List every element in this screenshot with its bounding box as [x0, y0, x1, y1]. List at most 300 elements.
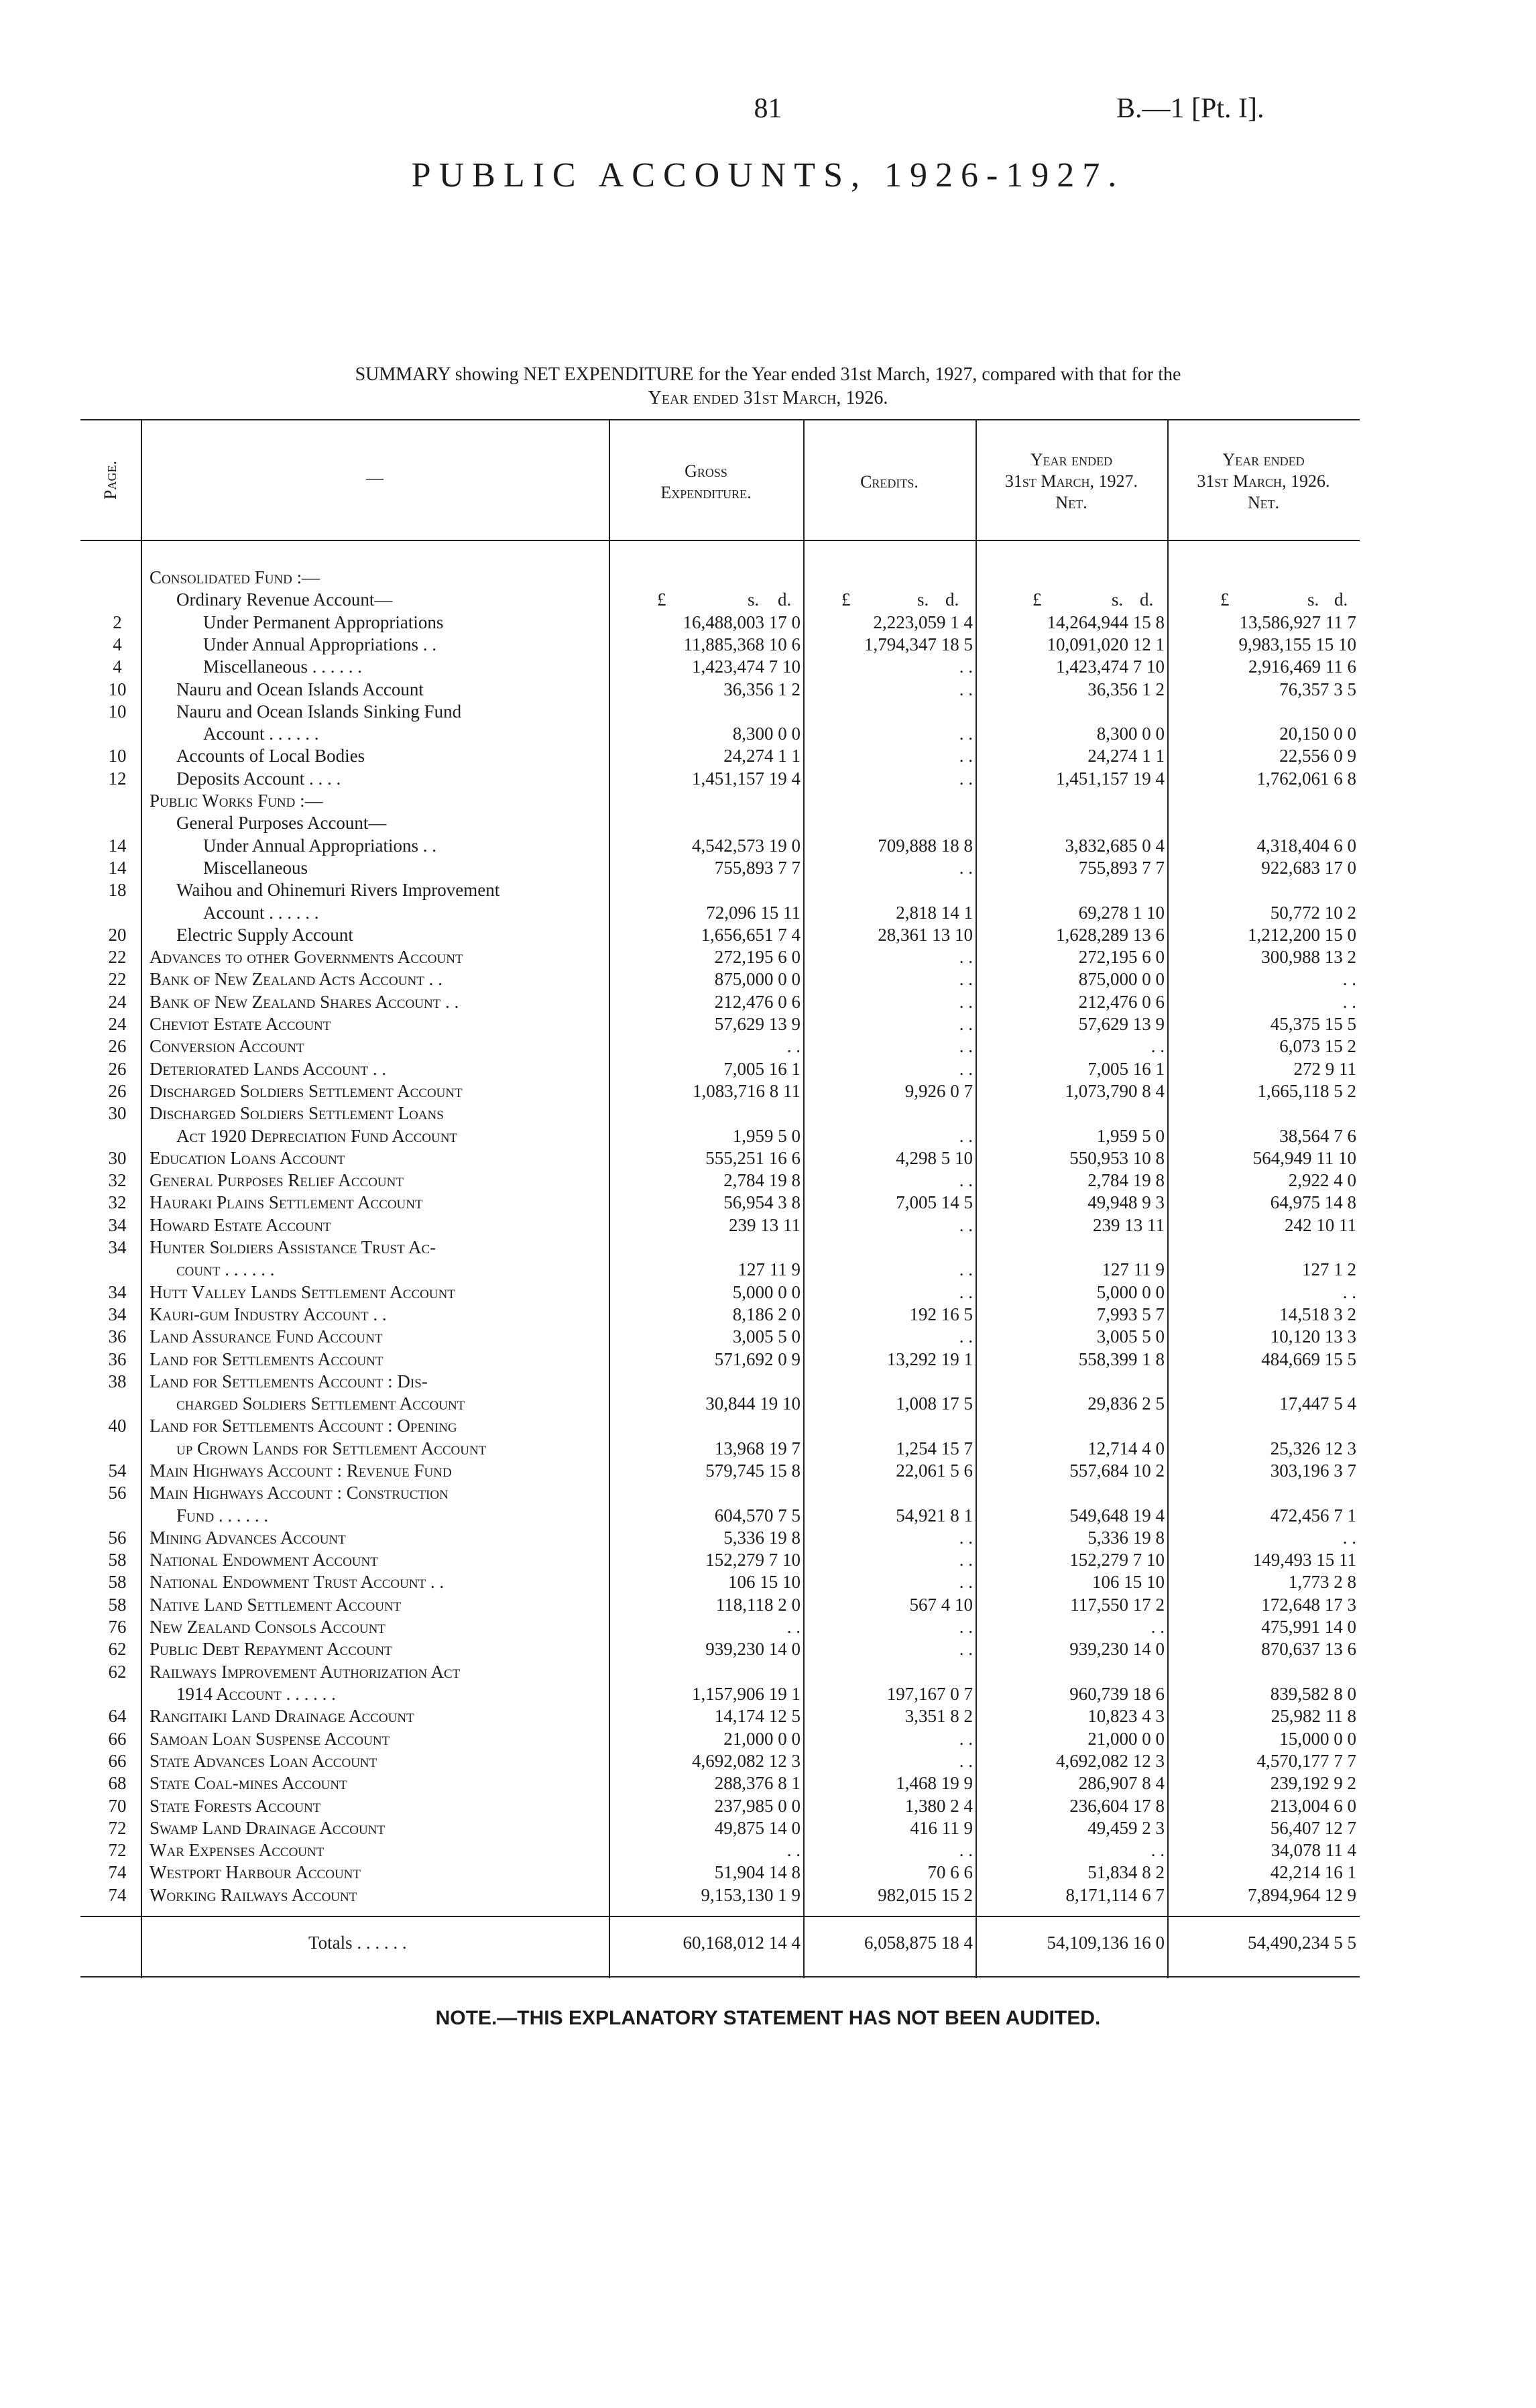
row-page-number: 4	[113, 634, 122, 654]
cell-net-1927: 152,279 7 10	[1069, 1550, 1165, 1570]
row-label: Miscellaneous . . . . . .	[203, 656, 362, 677]
audit-note: NOTE.—THIS EXPLANATORY STATEMENT HAS NOT BEEN AUDITED.	[435, 2007, 1101, 2029]
col-header-net-1926-l2: 31st March, 1926.	[1197, 471, 1330, 491]
cell-net-1927: 239 13 11	[1093, 1215, 1165, 1235]
row-page-number: 58	[108, 1550, 127, 1570]
row-page-number: 10	[108, 701, 127, 722]
cell-net-1926: 38,564 7 6	[1279, 1126, 1356, 1146]
row-label: Account . . . . . .	[203, 724, 319, 744]
table-row	[80, 1080, 1360, 1102]
cell-net-1926: 922,683 17 0	[1261, 858, 1356, 878]
col-header-page	[80, 453, 141, 506]
row-label: New Zealand Consols Account	[150, 1617, 386, 1637]
cell-net-1926: 1,773 2 8	[1288, 1572, 1356, 1592]
row-label: Railways Improvement Authorization Act	[150, 1662, 461, 1682]
table-row	[80, 902, 1360, 924]
row-page-number: 38	[108, 1371, 127, 1391]
row-label: Land for Settlements Account : Dis-	[150, 1371, 428, 1391]
row-label: Nauru and Ocean Islands Sinking Fund	[176, 701, 462, 722]
table-row	[80, 1638, 1360, 1660]
row-page-number: 26	[108, 1036, 127, 1056]
table-row	[80, 1817, 1360, 1839]
cell-net-1927: 1,451,157 19 4	[1056, 768, 1165, 789]
cell-credits: 7,005 14 5	[896, 1192, 973, 1212]
row-page-number: 20	[108, 925, 127, 945]
cell-gross: 11,885,368 10 6	[683, 634, 801, 654]
row-page-number: 56	[108, 1528, 127, 1548]
row-label: Account . . . . . .	[203, 903, 319, 923]
cell-credits: 197,167 0 7	[886, 1684, 973, 1704]
cell-net-1926: . .	[1342, 1528, 1356, 1548]
table-row	[80, 991, 1360, 1013]
cell-net-1927: 3,832,685 0 4	[1065, 836, 1165, 856]
cell-gross: 1,083,716 8 11	[693, 1081, 801, 1101]
row-label: Swamp Land Drainage Account	[150, 1818, 386, 1838]
cell-gross: 4,692,082 12 3	[692, 1751, 801, 1771]
cell-net-1926: 45,375 15 5	[1270, 1014, 1356, 1034]
table-row	[80, 1371, 1360, 1393]
row-page-number: 72	[108, 1840, 127, 1860]
row-label: count . . . . . .	[176, 1259, 275, 1279]
cell-net-1927: 236,604 17 8	[1069, 1796, 1165, 1816]
table-row	[80, 879, 1360, 901]
cell-net-1926: 1,212,200 15 0	[1248, 925, 1356, 945]
col-header-description: —	[366, 468, 383, 488]
row-label: Land Assurance Fund Account	[150, 1326, 383, 1346]
totals-net-1927: 54,109,136 16 0	[1047, 1933, 1165, 1953]
row-page-number: 24	[108, 1014, 127, 1034]
cell-net-1926: 15,000 0 0	[1279, 1729, 1356, 1749]
row-page-number: 30	[108, 1148, 127, 1168]
cell-net-1927: 69,278 1 10	[1078, 903, 1165, 923]
row-page-number: 62	[108, 1639, 127, 1659]
col-header-gross-l2: Expenditure.	[660, 483, 752, 502]
table-row	[80, 1058, 1360, 1080]
cell-net-1926: 127 1 2	[1302, 1259, 1356, 1279]
cell-net-1926: 303,196 3 7	[1270, 1460, 1356, 1481]
unit-label: s.	[748, 589, 760, 610]
row-label: Miscellaneous	[203, 858, 308, 878]
table-row	[80, 1326, 1360, 1348]
row-label: Accounts of Local Bodies	[176, 746, 365, 766]
row-page-number: 68	[108, 1773, 127, 1793]
table-row	[80, 1795, 1360, 1817]
table-row	[80, 1594, 1360, 1616]
row-label: State Advances Loan Account	[150, 1751, 377, 1771]
row-page-number: 2	[113, 612, 122, 632]
cell-gross: 1,656,651 7 4	[701, 925, 801, 945]
row-page-number: 62	[108, 1662, 127, 1682]
row-label: Deteriorated Lands Account . .	[150, 1059, 387, 1079]
table-row	[80, 1349, 1360, 1371]
unit-label: s.	[1112, 589, 1124, 610]
cell-net-1926: 1,762,061 6 8	[1256, 768, 1356, 789]
cell-gross: 272,195 6 0	[714, 947, 801, 967]
totals-row	[80, 1932, 1360, 1954]
row-label: Main Highways Account : Revenue Fund	[150, 1460, 452, 1481]
cell-credits: 2,223,059 1 4	[873, 612, 973, 632]
cell-net-1927: 550,953 10 8	[1069, 1148, 1165, 1168]
table-row	[80, 857, 1360, 879]
cell-net-1927: 2,784 19 8	[1087, 1170, 1165, 1190]
cell-net-1927: 29,836 2 5	[1087, 1393, 1165, 1414]
cell-net-1926: 839,582 8 0	[1270, 1684, 1356, 1704]
cell-credits: . .	[959, 1014, 973, 1034]
row-label: Mining Advances Account	[150, 1528, 346, 1548]
cell-gross: 7,005 16 1	[723, 1059, 801, 1079]
row-label: Native Land Settlement Account	[150, 1595, 402, 1615]
row-page-number: 14	[108, 836, 127, 856]
col-header-net-1926	[1167, 449, 1360, 514]
cell-credits: 709,888 18 8	[878, 836, 973, 856]
row-label: Discharged Soldiers Settlement Loans	[150, 1103, 444, 1123]
cell-net-1926: 34,078 11 4	[1271, 1840, 1356, 1860]
table-row	[80, 634, 1360, 656]
cell-credits: . .	[959, 1126, 973, 1146]
row-label: General Purposes Relief Account	[150, 1170, 404, 1190]
cell-gross: 21,000 0 0	[723, 1729, 801, 1749]
cell-credits: 416 11 9	[910, 1818, 973, 1838]
table-row	[80, 1169, 1360, 1192]
table-row	[80, 1616, 1360, 1638]
cell-credits: 1,468 19 9	[896, 1773, 973, 1793]
col-header-net-1927	[976, 449, 1167, 514]
cell-credits: . .	[959, 768, 973, 789]
row-label: National Endowment Account	[150, 1550, 378, 1570]
cell-net-1926: 22,556 0 9	[1279, 746, 1356, 766]
cell-credits: . .	[959, 1751, 973, 1771]
col-header-gross	[609, 461, 803, 504]
summary-subtitle-date: Year ended 31st March, 1926.	[648, 388, 888, 408]
cell-gross: 1,423,474 7 10	[692, 656, 801, 677]
row-page-number: 4	[113, 656, 122, 677]
cell-credits: . .	[959, 1617, 973, 1637]
cell-gross: 30,844 19 10	[705, 1393, 801, 1414]
cell-net-1927: 1,628,289 13 6	[1056, 925, 1165, 945]
table-row	[80, 1683, 1360, 1705]
table-row	[80, 1259, 1360, 1281]
row-label: Working Railways Account	[150, 1885, 357, 1905]
cell-gross: 118,118 2 0	[715, 1595, 801, 1615]
cell-credits: 1,254 15 7	[896, 1438, 973, 1458]
cell-net-1926: 64,975 14 8	[1270, 1192, 1356, 1212]
cell-gross: 237,985 0 0	[714, 1796, 801, 1816]
cell-credits: . .	[959, 1282, 973, 1302]
cell-net-1927: 939,230 14 0	[1069, 1639, 1165, 1659]
cell-net-1927: 117,550 17 2	[1070, 1595, 1165, 1615]
row-label: 1914 Account . . . . . .	[176, 1684, 336, 1704]
col-header-net-1927-l2: 31st March, 1927.	[1004, 471, 1138, 491]
row-page-number: 36	[108, 1326, 127, 1346]
cell-net-1926: 20,150 0 0	[1279, 724, 1356, 744]
row-page-number: 12	[108, 768, 127, 789]
cell-credits: . .	[959, 1059, 973, 1079]
cell-net-1926: 56,407 12 7	[1270, 1818, 1356, 1838]
col-header-net-1927-l3: Net.	[1055, 493, 1087, 512]
cell-net-1927: 5,000 0 0	[1096, 1282, 1165, 1302]
table-row	[80, 656, 1360, 678]
cell-credits: 54,921 8 1	[896, 1505, 973, 1526]
row-page-number: 58	[108, 1595, 127, 1615]
row-label: War Expenses Account	[150, 1840, 324, 1860]
row-label: Hunter Soldiers Assistance Trust Ac-	[150, 1237, 436, 1257]
cell-net-1926: 50,772 10 2	[1270, 903, 1356, 923]
row-page-number: 74	[108, 1862, 127, 1882]
table-row	[80, 612, 1360, 634]
cell-net-1926: 564,949 11 10	[1252, 1148, 1356, 1168]
row-page-number: 58	[108, 1572, 127, 1592]
row-page-number: 72	[108, 1818, 127, 1838]
cell-credits: . .	[959, 1639, 973, 1659]
cell-net-1927: 549,648 19 4	[1069, 1505, 1165, 1526]
table-row	[80, 1549, 1360, 1571]
totals-gross: 60,168,012 14 4	[683, 1933, 801, 1953]
table-row	[80, 589, 1360, 611]
row-label: Act 1920 Depreciation Fund Account	[176, 1126, 458, 1146]
cell-credits: 1,794,347 18 5	[864, 634, 973, 654]
cell-credits: 1,008 17 5	[896, 1393, 973, 1414]
table-row	[80, 1214, 1360, 1237]
cell-net-1927: 1,423,474 7 10	[1056, 656, 1165, 677]
cell-gross: 939,230 14 0	[705, 1639, 801, 1659]
cell-net-1926: 10,120 13 3	[1270, 1326, 1356, 1346]
cell-credits: 192 16 5	[909, 1304, 973, 1324]
table-row	[80, 745, 1360, 767]
row-page-number: 10	[108, 679, 127, 699]
cell-gross: 4,542,573 19 0	[692, 836, 801, 856]
row-page-number: 32	[108, 1170, 127, 1190]
row-label: Rangitaiki Land Drainage Account	[150, 1706, 414, 1726]
unit-label: £	[841, 589, 851, 610]
document-reference: B.—1 [Pt. I].	[1116, 93, 1264, 124]
page-number: 81	[754, 93, 782, 124]
table-row	[80, 812, 1360, 834]
row-label: Bank of New Zealand Acts Account . .	[150, 969, 442, 989]
row-label: Advances to other Governments Account	[150, 947, 463, 967]
cell-net-1926: 14,518 3 2	[1279, 1304, 1356, 1324]
row-label: Electric Supply Account	[176, 925, 353, 945]
cell-net-1927: 960,739 18 6	[1069, 1684, 1165, 1704]
cell-net-1926: 25,326 12 3	[1270, 1438, 1356, 1458]
cell-net-1927: 5,336 19 8	[1087, 1528, 1165, 1548]
row-label: State Coal-mines Account	[150, 1773, 347, 1793]
row-label: Under Annual Appropriations . .	[203, 836, 436, 856]
cell-gross: 1,157,906 19 1	[692, 1684, 801, 1704]
cell-net-1927: . .	[1150, 1617, 1165, 1637]
cell-net-1926: 17,447 5 4	[1279, 1393, 1356, 1414]
cell-credits: . .	[959, 1528, 973, 1548]
cell-credits: 22,061 5 6	[896, 1460, 973, 1481]
cell-credits: . .	[959, 992, 973, 1012]
cell-net-1927: 49,948 9 3	[1087, 1192, 1165, 1212]
cell-net-1927: 1,073,790 8 4	[1065, 1081, 1165, 1101]
cell-credits: 28,361 13 10	[878, 925, 973, 945]
cell-net-1927: 7,993 5 7	[1096, 1304, 1165, 1324]
table-row	[80, 1884, 1360, 1906]
cell-net-1927: 10,823 4 3	[1087, 1706, 1165, 1726]
col-header-credits: Credits.	[860, 472, 919, 492]
cell-gross: 1,959 5 0	[732, 1126, 801, 1146]
cell-gross: 49,875 14 0	[714, 1818, 801, 1838]
row-page-number: 76	[108, 1617, 127, 1637]
page-title: PUBLIC ACCOUNTS, 1926-1927.	[411, 156, 1125, 194]
table-row	[80, 1861, 1360, 1884]
cell-net-1927: 7,005 16 1	[1087, 1059, 1165, 1079]
cell-credits: 4,298 5 10	[896, 1148, 973, 1168]
summary-subtitle: SUMMARY showing NET EXPENDITURE for the Year ended 31st March, 1927, compared with that for the	[355, 364, 1181, 385]
row-page-number: 26	[108, 1081, 127, 1101]
col-header-page-label: Page.	[101, 461, 120, 500]
table-row	[80, 1147, 1360, 1169]
row-label: Cheviot Estate Account	[150, 1014, 331, 1034]
cell-net-1927: . .	[1150, 1036, 1165, 1056]
cell-net-1926: 4,570,177 7 7	[1256, 1751, 1356, 1771]
cell-net-1927: 212,476 0 6	[1078, 992, 1165, 1012]
row-label: Public Works Fund :—	[150, 791, 323, 811]
cell-credits: . .	[959, 1840, 973, 1860]
row-label: Land for Settlements Account	[150, 1349, 383, 1369]
cell-credits: . .	[959, 1170, 973, 1190]
table-row	[80, 1460, 1360, 1482]
cell-net-1927: 8,171,114 6 7	[1065, 1885, 1165, 1905]
col-header-net-1926-l1: Year ended	[1222, 450, 1305, 469]
cell-credits: . .	[959, 656, 973, 677]
cell-net-1926: 484,669 15 5	[1261, 1349, 1356, 1369]
cell-credits: . .	[959, 679, 973, 699]
cell-net-1927: 10,091,020 12 1	[1047, 634, 1165, 654]
table-row	[80, 723, 1360, 745]
unit-label: s.	[917, 589, 929, 610]
table-row	[80, 1013, 1360, 1035]
cell-net-1927: 875,000 0 0	[1078, 969, 1165, 989]
cell-net-1926: 42,214 16 1	[1270, 1862, 1356, 1882]
cell-credits: 70 6 6	[927, 1862, 973, 1882]
row-label: State Forests Account	[150, 1796, 321, 1816]
cell-net-1927: 272,195 6 0	[1078, 947, 1165, 967]
cell-net-1927: 12,714 4 0	[1087, 1438, 1165, 1458]
table-row	[80, 835, 1360, 857]
cell-credits: 9,926 0 7	[904, 1081, 973, 1101]
cell-net-1926: 472,456 7 1	[1270, 1505, 1356, 1526]
cell-gross: 16,488,003 17 0	[683, 612, 801, 632]
cell-gross: 8,186 2 0	[732, 1304, 801, 1324]
cell-credits: . .	[959, 1326, 973, 1346]
cell-credits: 1,380 2 4	[904, 1796, 973, 1816]
row-label: Deposits Account . . . .	[176, 768, 341, 789]
cell-gross: 875,000 0 0	[714, 969, 801, 989]
cell-gross: 56,954 3 8	[723, 1192, 801, 1212]
table-row	[80, 1705, 1360, 1727]
cell-credits: . .	[959, 1215, 973, 1235]
cell-net-1926: 149,493 15 11	[1252, 1550, 1356, 1570]
cell-net-1927: 557,684 10 2	[1069, 1460, 1165, 1481]
cell-credits: . .	[959, 1572, 973, 1592]
cell-gross: 571,692 0 9	[714, 1349, 801, 1369]
row-page-number: 18	[108, 880, 127, 900]
table-row	[80, 679, 1360, 701]
row-page-number: 22	[108, 947, 127, 967]
cell-net-1926: 9,983,155 15 10	[1238, 634, 1356, 654]
table-row	[80, 924, 1360, 946]
row-label: Nauru and Ocean Islands Account	[176, 679, 424, 699]
row-page-number: 32	[108, 1192, 127, 1212]
row-label: Westport Harbour Account	[150, 1862, 361, 1882]
cell-net-1926: . .	[1342, 1282, 1356, 1302]
cell-gross: 127 11 9	[737, 1259, 801, 1279]
cell-net-1927: 51,834 8 2	[1087, 1862, 1165, 1882]
row-label: Hutt Valley Lands Settlement Account	[150, 1282, 455, 1302]
table-row	[80, 1750, 1360, 1772]
unit-label: s.	[1307, 589, 1319, 610]
totals-label: Totals . . . . . .	[308, 1933, 407, 1953]
row-label: charged Soldiers Settlement Account	[176, 1393, 465, 1414]
cell-credits: . .	[959, 724, 973, 744]
cell-net-1926: 2,922 4 0	[1288, 1170, 1356, 1190]
table-row	[80, 1035, 1360, 1057]
row-page-number: 54	[108, 1460, 127, 1481]
totals-credits: 6,058,875 18 4	[864, 1933, 973, 1953]
cell-credits: . .	[959, 1729, 973, 1749]
cell-net-1926: . .	[1342, 992, 1356, 1012]
cell-net-1926: 4,318,404 6 0	[1256, 836, 1356, 856]
unit-label: d.	[778, 589, 792, 610]
cell-net-1927: 4,692,082 12 3	[1056, 1751, 1165, 1771]
cell-net-1927: 286,907 8 4	[1078, 1773, 1165, 1793]
row-label: Land for Settlements Account : Opening	[150, 1416, 457, 1436]
table-row	[80, 1505, 1360, 1527]
cell-gross: 9,153,130 1 9	[701, 1885, 801, 1905]
cell-net-1926: 25,982 11 8	[1271, 1706, 1356, 1726]
cell-net-1927: . .	[1150, 1840, 1165, 1860]
unit-label: d.	[945, 589, 959, 610]
table-row	[80, 1415, 1360, 1437]
cell-credits: 567 4 10	[909, 1595, 973, 1615]
row-page-number: 26	[108, 1059, 127, 1079]
cell-gross: 5,336 19 8	[723, 1528, 801, 1548]
cell-gross: 604,570 7 5	[714, 1505, 801, 1526]
row-page-number: 34	[108, 1237, 127, 1257]
unit-label: £	[657, 589, 666, 610]
unit-label: £	[1220, 589, 1230, 610]
row-label: Under Permanent Appropriations	[203, 612, 444, 632]
col-header-gross-l1: Gross	[685, 461, 727, 481]
col-header-net-1926-l3: Net.	[1247, 493, 1280, 512]
cell-gross: 24,274 1 1	[723, 746, 801, 766]
cell-net-1927: 14,264,944 15 8	[1047, 612, 1165, 632]
cell-credits: . .	[959, 1259, 973, 1279]
cell-net-1926: 242 10 11	[1285, 1215, 1356, 1235]
cell-net-1926: 1,665,118 5 2	[1257, 1081, 1356, 1101]
cell-net-1927: 106 15 10	[1092, 1572, 1165, 1592]
row-page-number: 14	[108, 858, 127, 878]
cell-credits: 13,292 19 1	[886, 1349, 973, 1369]
row-label: Discharged Soldiers Settlement Account	[150, 1081, 463, 1101]
cell-credits: . .	[959, 746, 973, 766]
table-row	[80, 1237, 1360, 1259]
row-label: General Purposes Account—	[176, 813, 387, 833]
cell-net-1927: 24,274 1 1	[1087, 746, 1165, 766]
row-page-number: 70	[108, 1796, 127, 1816]
cell-net-1927: 57,629 13 9	[1078, 1014, 1165, 1034]
table-row	[80, 1438, 1360, 1460]
row-page-number: 24	[108, 992, 127, 1012]
cell-gross: 555,251 16 6	[705, 1148, 801, 1168]
cell-net-1926: 7,894,964 12 9	[1248, 1885, 1356, 1905]
row-page-number: 74	[108, 1885, 127, 1905]
cell-net-1927: 558,399 1 8	[1078, 1349, 1165, 1369]
cell-gross: . .	[786, 1036, 801, 1056]
cell-gross: 57,629 13 9	[714, 1014, 801, 1034]
